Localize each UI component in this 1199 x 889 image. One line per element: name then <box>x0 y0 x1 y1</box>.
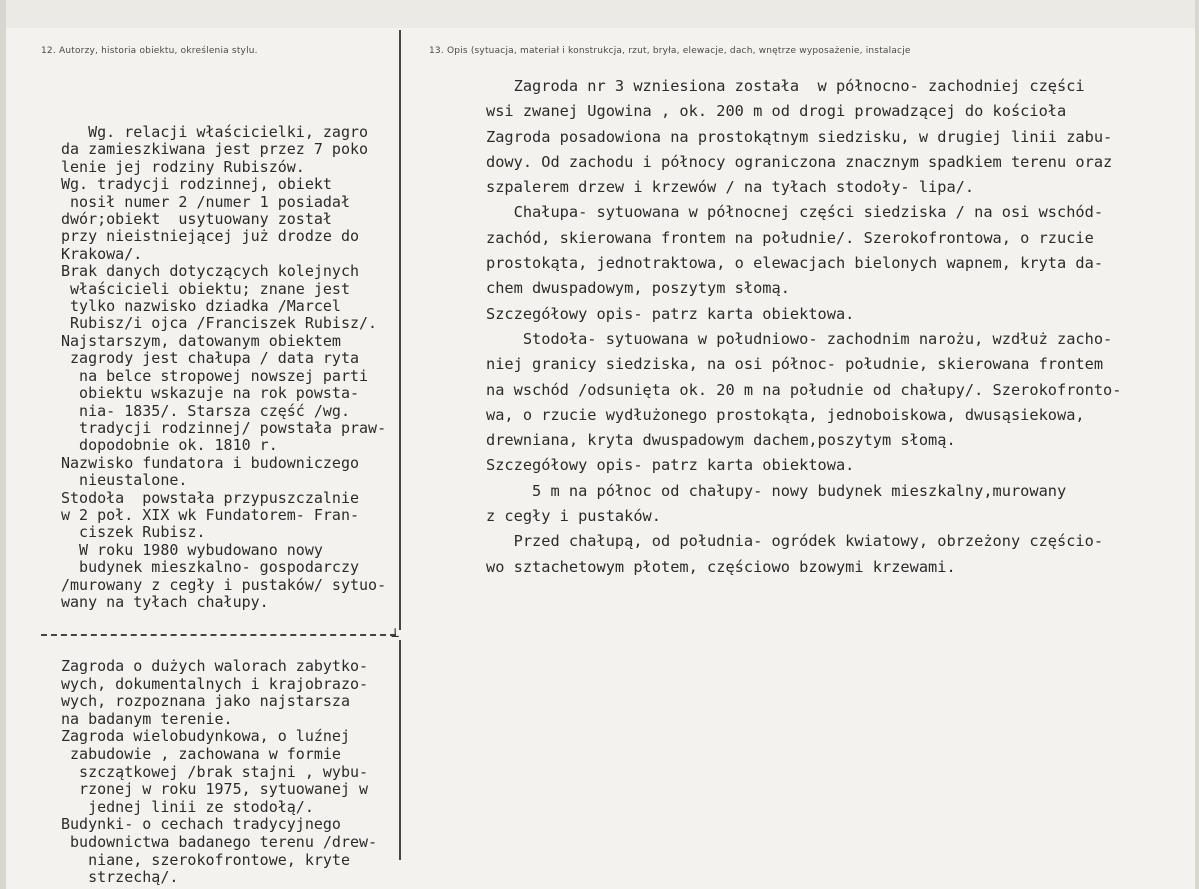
text-line: wych, dokumentalnych i krajobrazo- <box>61 674 369 693</box>
text-line: przy nieistniejącej już drodze do <box>61 227 360 246</box>
text-line: na wschód /odsunięta ok. 20 m na południe od chałupy/. Szerokofronto- <box>486 380 1122 399</box>
text-line: wo sztachetowym płotem, częściowo bzowymi krzewami. <box>486 557 956 576</box>
text-line: niane, szerokofrontowe, kryte <box>61 850 350 869</box>
text-line: Krakowa/. <box>61 244 143 263</box>
text-line: jednej linii ze stodołą/. <box>61 797 314 816</box>
text-line: w 2 poł. XIX wk Fundatorem- Fran- <box>61 505 360 524</box>
text-line: obiektu wskazuje na rok powsta- <box>61 384 360 403</box>
text-line: Przed chałupą, od południa- ogródek kwiatowy, obrzeżony częścio- <box>486 532 1104 551</box>
text-line: Szczegółowy opis- patrz karta obiektowa. <box>486 304 855 323</box>
text-line: strzechą/. <box>61 868 179 887</box>
text-line: wych, rozpoznana jako najstarsza <box>61 692 350 711</box>
text-line: zachód, skierowana frontem na południe/. Szerokofrontowa, o rzucie <box>486 228 1094 247</box>
text-line: dopodobnie ok. 1810 r. <box>61 436 278 455</box>
text-line: da zamieszkiwana jest przez 7 poko <box>61 140 369 159</box>
text-line: rzonej w roku 1975, sytuowanej w <box>61 780 369 799</box>
text-line: nosił numer 2 /numer 1 posiadał <box>61 192 350 211</box>
text-line: chem dwuspadowym, poszytym słomą. <box>486 279 790 298</box>
text-line: właścicieli obiektu; znane jest <box>61 279 350 298</box>
text-line: tylko nazwisko dziadka /Marcel <box>61 297 341 316</box>
description-text-block <box>486 74 1196 580</box>
text-line: nia- 1835/. Starsza część /wg. <box>61 401 350 420</box>
text-line: 5 m na północ od chałupy- nowy budynek mieszkalny,murowany <box>486 481 1067 500</box>
text-line: Stodoła- sytuowana w południowo- zachodnim narożu, wzdłuż zacho- <box>486 329 1113 348</box>
text-line: Zagroda o dużych walorach zabytko- <box>61 657 369 675</box>
text-line: Wg. tradycji rodzinnej, obiekt <box>61 175 332 194</box>
text-line: Brak danych dotyczących kolejnych <box>61 262 360 281</box>
horizontal-dashed-divider <box>41 634 396 636</box>
text-line: Budynki- o cechach tradycyjnego <box>61 815 341 834</box>
text-line: lenie jej rodziny Rubiszów. <box>61 157 305 176</box>
text-line: zagrody jest chałupa / data ryta <box>61 349 360 368</box>
text-line: Najstarszym, datowanym obiektem <box>61 331 341 350</box>
text-line: dowy. Od zachodu i północy ograniczona znacznym spadkiem terenu oraz <box>486 152 1113 171</box>
top-margin-strip <box>6 0 1195 28</box>
text-line: zabudowie , zachowana w formie <box>61 744 341 763</box>
text-line: Zagroda wielobudynkowa, o luźnej <box>61 727 350 746</box>
text-line: tradycji rodzinnej/ powstała praw- <box>61 418 387 437</box>
history-text-block <box>61 124 421 611</box>
text-line: Szczegółowy opis- patrz karta obiektowa. <box>486 456 855 475</box>
text-line: na belce stropowej nowszej parti <box>61 366 369 385</box>
section-13-header: 13. Opis (sytuacja, materiał i konstrukcja, rzut, bryła, elewacje, dach, wnętrze wyposażenie, instalacje <box>429 46 911 56</box>
text-line: dwór;obiekt usytuowany został <box>61 210 332 229</box>
text-line: W roku 1980 wybudowano nowy <box>61 540 323 559</box>
divider-end-mark: ⊥ <box>391 625 400 641</box>
text-line: Rubisz/i ojca /Franciszek Rubisz/. <box>61 314 378 333</box>
text-line: niej granicy siedziska, na osi północ- południe, skierowana frontem <box>486 355 1104 374</box>
text-line: budynek mieszkalno- gospodarczy <box>61 558 360 577</box>
text-line: budownictwa badanego terenu /drew- <box>61 832 378 851</box>
text-line: Chałupa- sytuowana w północnej części siedziska / na osi wschód- <box>486 203 1104 222</box>
text-line: wsi zwanej Ugowina , ok. 200 m od drogi prowadzącej do kościoła <box>486 102 1067 121</box>
assessment-text-block <box>61 658 421 887</box>
text-line: Stodoła powstała przypuszczalnie <box>61 488 360 507</box>
text-line: szczątkowej /brak stajni , wybu- <box>61 762 369 781</box>
text-line: wa, o rzucie wydłużonego prostokąta, jednoboiskowa, dwusąsiekowa, <box>486 405 1085 424</box>
section-12-header: 12. Autorzy, historia obiektu, określenia stylu. <box>41 46 258 56</box>
text-line: drewniana, kryta dwuspadowym dachem,poszytym słomą. <box>486 431 956 450</box>
text-line: z cegły i pustaków. <box>486 507 661 526</box>
text-line: nieustalone. <box>61 471 188 490</box>
text-line: na badanym terenie. <box>61 709 233 728</box>
text-line: prostokąta, jednotraktowa, o elewacjach bielonych wapnem, kryta da- <box>486 254 1104 273</box>
text-line: Zagroda nr 3 wzniesiona została w północno- zachodniej części <box>486 77 1085 95</box>
text-line: szpalerem drzew i krzewów / na tyłach stodoły- lipa/. <box>486 178 975 197</box>
text-line: /murowany z cegły i pustaków/ sytuo- <box>61 575 387 594</box>
text-line: Nazwisko fundatora i budowniczego <box>61 453 360 472</box>
text-line: Zagroda posadowiona na prostokątnym siedzisku, w drugiej linii zabu- <box>486 127 1113 146</box>
text-line: ciszek Rubisz. <box>61 523 206 542</box>
text-line: Wg. relacji właścicielki, zagro <box>61 123 369 141</box>
text-line: wany na tyłach chałupy. <box>61 592 269 611</box>
